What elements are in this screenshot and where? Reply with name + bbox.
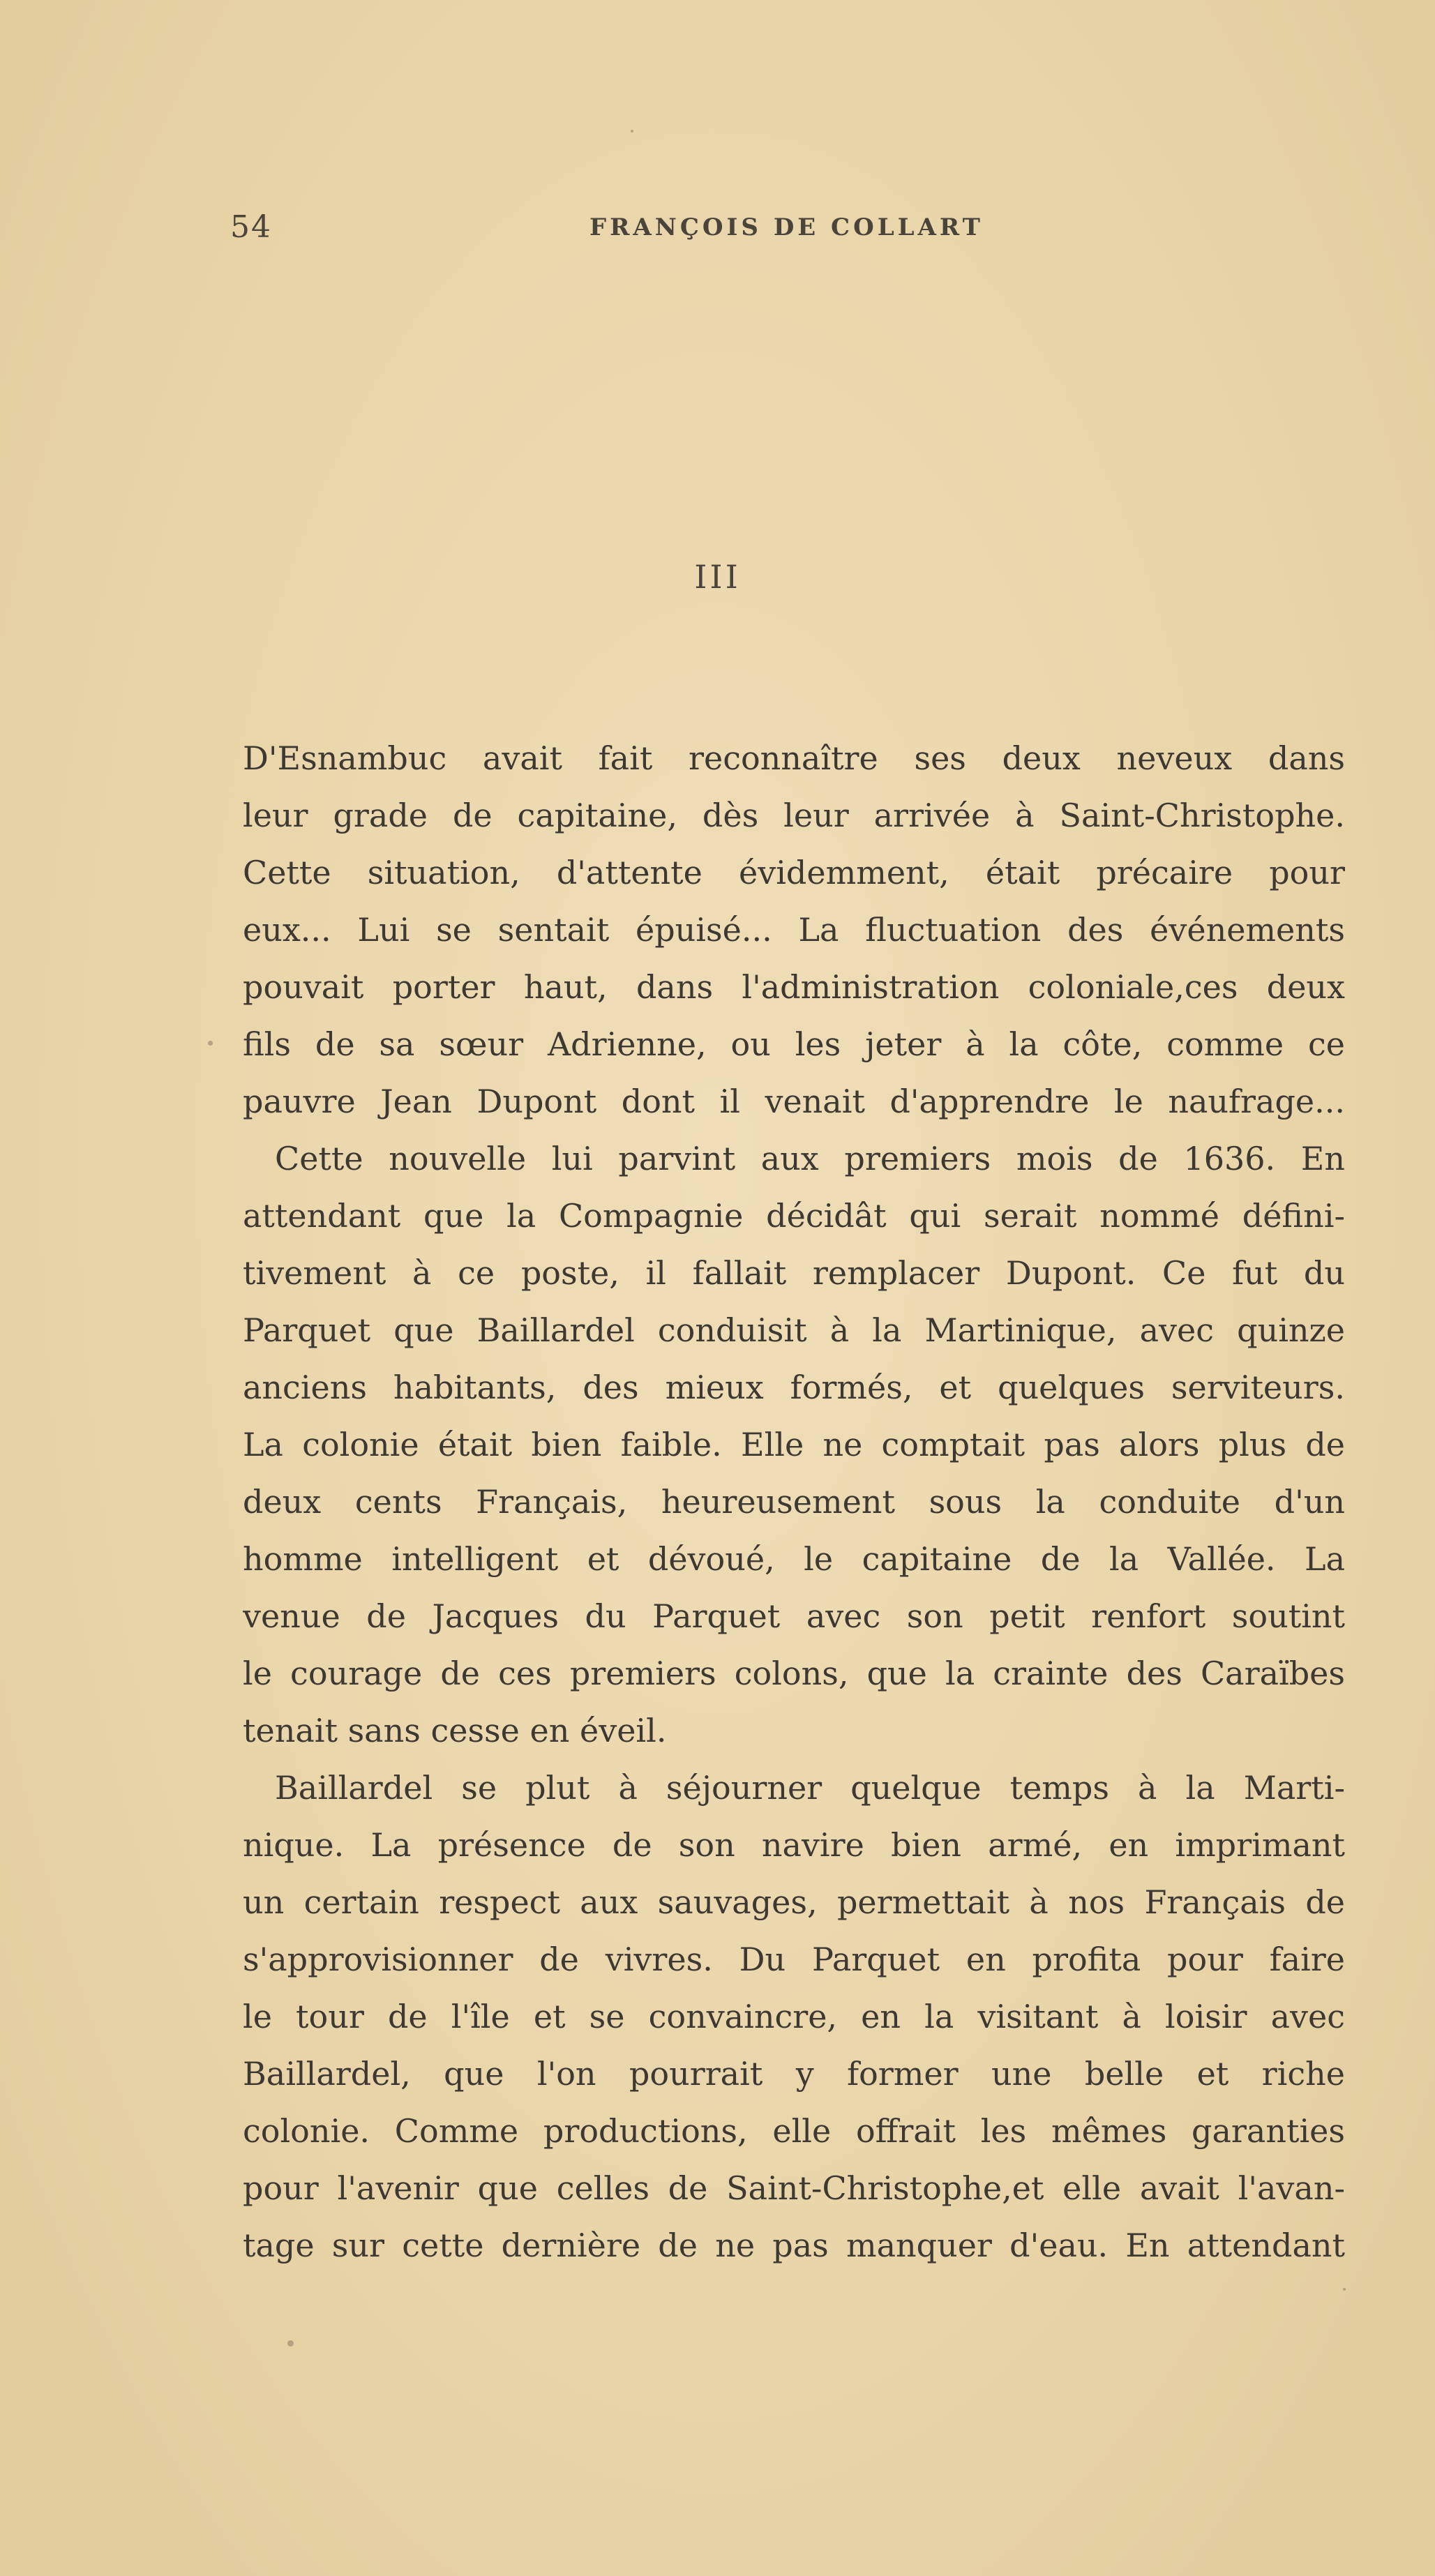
paper-speck — [1343, 2288, 1346, 2291]
text-line: anciens habitants, des mieux formés, et quelques serviteurs. — [243, 1369, 1345, 1406]
chapter-number: III — [694, 558, 741, 596]
text-line: venue de Jacques du Parquet avec son petit renfort soutint — [243, 1597, 1345, 1635]
text-line: eux... Lui se sentait épuisé... La fluctuation des événements — [243, 911, 1345, 949]
text-line: colonie. Comme productions, elle offrait les mêmes garanties — [243, 2112, 1345, 2150]
text-line: D'Esnambuc avait fait reconnaître ses deux neveux dans — [243, 739, 1345, 777]
text-line: Cette nouvelle lui parvint aux premiers mois de 1636. En — [275, 1140, 1345, 1177]
text-line: Parquet que Baillardel conduisit à la Martinique, avec quinze — [243, 1311, 1345, 1349]
text-line: nique. La présence de son navire bien armé, en imprimant — [243, 1826, 1345, 1864]
paper-speck — [208, 1041, 213, 1046]
text-line: Baillardel, que l'on pourrait y former une belle et riche — [243, 2055, 1345, 2093]
text-line: le courage de ces premiers colons, que la crainte des Caraïbes — [243, 1655, 1345, 1692]
text-line: s'approvisionner de vivres. Du Parquet en profita pour faire — [243, 1941, 1345, 1978]
text-line: pour l'avenir que celles de Saint-Christophe,et elle avait l'avan- — [243, 2169, 1345, 2207]
text-line: pauvre Jean Dupont dont il venait d'apprendre le naufrage... — [243, 1083, 1345, 1120]
text-line: attendant que la Compagnie décidât qui serait nommé défini- — [243, 1197, 1345, 1235]
body-text — [243, 730, 1345, 2274]
text-line: tage sur cette dernière de ne pas manquer d'eau. En attendant — [243, 2227, 1345, 2264]
text-line: leur grade de capitaine, dès leur arrivée à Saint-Christophe. — [243, 797, 1345, 834]
text-line: homme intelligent et dévoué, le capitaine de la Vallée. La — [243, 1540, 1345, 1578]
running-title: FRANÇOIS DE COLLART — [589, 213, 984, 241]
paper-speck — [287, 2340, 294, 2347]
page-number: 54 — [230, 209, 272, 245]
text-line: Baillardel se plut à séjourner quelque temps à la Marti- — [275, 1769, 1345, 1807]
running-head — [0, 209, 1435, 251]
text-line: Cette situation, d'attente évidemment, était précaire pour — [243, 854, 1345, 891]
text-line: deux cents Français, heureusement sous la conduite d'un — [243, 1483, 1345, 1521]
text-line: tenait sans cesse en éveil. — [243, 1712, 667, 1749]
text-line: un certain respect aux sauvages, permettait à nos Français de — [243, 1883, 1345, 1921]
text-line: La colonie était bien faible. Elle ne comptait pas alors plus de — [243, 1426, 1345, 1463]
paper-speck — [631, 130, 633, 133]
text-line: fils de sa sœur Adrienne, ou les jeter à la côte, comme ce — [243, 1025, 1345, 1063]
text-line: le tour de l'île et se convaincre, en la visitant à loisir avec — [243, 1998, 1345, 2035]
text-line: tivement à ce poste, il fallait remplacer Dupont. Ce fut du — [243, 1254, 1345, 1292]
text-line: pouvait porter haut, dans l'administration coloniale,ces deux — [243, 968, 1345, 1006]
